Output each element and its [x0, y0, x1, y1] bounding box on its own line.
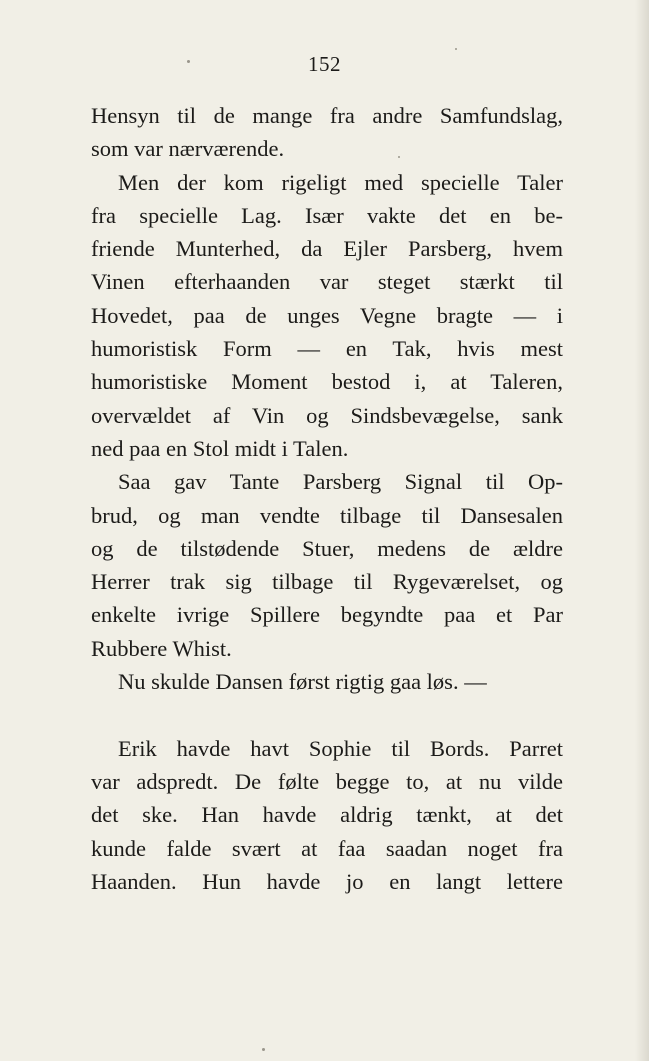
text-line: og de tilstødende Stuer, medens de ældre [91, 535, 563, 561]
text-line: var adspredt. De følte begge to, at nu vilde [91, 768, 563, 794]
text-line: ned paa en Stol midt i Talen. [91, 435, 349, 461]
text-line: Vinen efterhaanden var steget stærkt til [91, 269, 563, 295]
body-text [91, 99, 563, 898]
text-line: som var nærværende. [91, 136, 285, 162]
paper-speck [262, 1048, 265, 1051]
text-line: overvældet af Vin og Sindsbevægelse, sank [91, 402, 563, 428]
text-line: Men der kom rigeligt med specielle Taler [118, 169, 563, 195]
text-line: det ske. Han havde aldrig tænkt, at det [91, 802, 563, 828]
text-line: humoristisk Form — en Tak, hvis mest [91, 336, 563, 362]
text-line: friende Munterhed, da Ejler Parsberg, hvem [91, 236, 563, 262]
text-line: Saa gav Tante Parsberg Signal til Op- [118, 469, 563, 495]
text-line: Haanden. Hun havde jo en langt lettere [91, 868, 563, 894]
paragraph [91, 665, 563, 698]
paper-speck [187, 60, 190, 63]
page-edge-shadow [635, 0, 649, 1061]
text-line: enkelte ivrige Spillere begyndte paa et Par [91, 602, 563, 628]
text-line: Herrer trak sig tilbage til Rygeværelset, og [91, 569, 563, 595]
text-line: Rubbere Whist. [91, 635, 232, 661]
text-line: humoristiske Moment bestod i, at Taleren, [91, 369, 563, 395]
paper-speck [455, 48, 457, 50]
text-line: brud, og man vendte tilbage til Dansesalen [91, 502, 563, 528]
text-line: kunde falde svært at faa saadan noget fra [91, 835, 563, 861]
text-line: Nu skulde Dansen først rigtig gaa løs. — [118, 669, 487, 695]
page-number: 152 [308, 52, 341, 76]
section-gap [91, 698, 563, 731]
paper-speck [398, 156, 400, 158]
paragraph [91, 166, 563, 466]
text-line: Erik havde havt Sophie til Bords. Parret [118, 735, 563, 761]
paragraph [91, 732, 563, 898]
text-line: Hensyn til de mange fra andre Samfundslag, [91, 103, 563, 128]
text-line: fra specielle Lag. Især vakte det en be- [91, 202, 563, 228]
text-line: Hovedet, paa de unges Vegne bragte — i [91, 302, 563, 328]
paragraph [91, 99, 563, 166]
paragraph [91, 465, 563, 665]
